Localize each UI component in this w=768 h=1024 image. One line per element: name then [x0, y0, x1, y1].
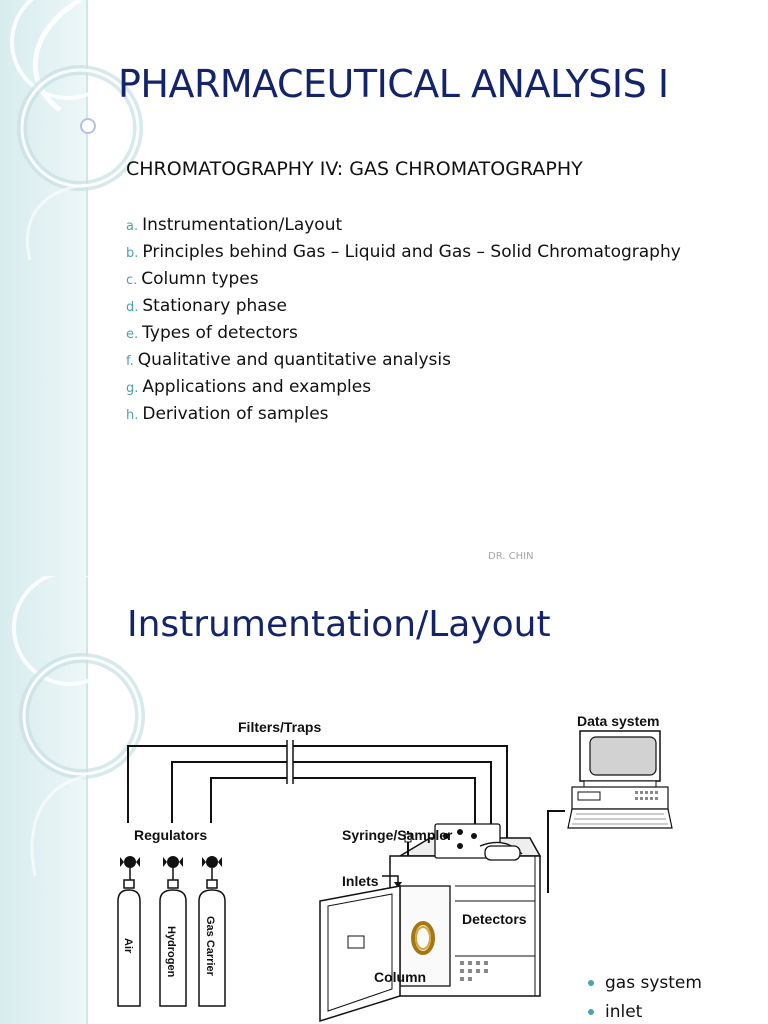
- topic-item: [126, 266, 681, 293]
- data-system-label: Data system: [577, 713, 660, 729]
- filters-traps-label: Filters/Traps: [238, 719, 322, 735]
- slide-title: Instrumentation/Layout: [127, 604, 551, 645]
- slide-2: [0, 576, 768, 1024]
- topic-item: [126, 293, 681, 320]
- cylinder-label-gas-carrier: Gas Carrier: [204, 916, 216, 976]
- data-system-computer-icon: [568, 731, 672, 828]
- bullet-item: inlet: [588, 998, 702, 1024]
- topic-item: [126, 239, 681, 266]
- author-footer: DR. CHIN: [488, 551, 534, 562]
- inlets-label: Inlets: [342, 873, 379, 889]
- detectors-label: Detectors: [462, 911, 527, 927]
- topic-letter: h.: [126, 408, 139, 423]
- topic-text: Column types: [141, 269, 259, 289]
- bullet-list: [588, 969, 702, 1024]
- bullet-orb-icon: [81, 119, 95, 133]
- topic-item: [126, 212, 681, 239]
- topic-text: Qualitative and quantitative analysis: [137, 350, 451, 370]
- column-label: Column: [374, 969, 427, 985]
- topic-list: [126, 212, 681, 428]
- cylinder-label-hydrogen: Hydrogen: [165, 926, 177, 978]
- topic-item: [126, 401, 681, 428]
- topic-text: Principles behind Gas – Liquid and Gas – Solid Chromatography: [142, 242, 681, 262]
- topic-text: Derivation of samples: [142, 404, 329, 424]
- topic-letter: e.: [126, 327, 139, 342]
- topic-text: Stationary phase: [142, 296, 287, 316]
- topic-item: [126, 320, 681, 347]
- topic-text: Types of detectors: [142, 323, 298, 343]
- cylinder-label-air: Air: [122, 938, 134, 954]
- presentation-title: PHARMACEUTICAL ANALYSIS I: [118, 62, 669, 106]
- regulators-label: Regulators: [134, 827, 208, 843]
- topic-letter: a.: [126, 219, 139, 234]
- filter-traps: [287, 740, 293, 784]
- topic-letter: f.: [126, 354, 134, 369]
- presentation-subtitle: CHROMATOGRAPHY IV: GAS CHROMATOGRAPHY: [126, 158, 583, 180]
- topic-text: Instrumentation/Layout: [142, 215, 343, 235]
- regulator-icon: [163, 856, 183, 880]
- regulator-icon: [120, 856, 140, 880]
- syringe-sampler-label: Syringe/Sampler: [342, 827, 453, 843]
- topic-letter: g.: [126, 381, 139, 396]
- topic-item: [126, 374, 681, 401]
- bullet-item: gas system: [588, 969, 702, 998]
- topic-item: [126, 347, 681, 374]
- regulator-icon: [202, 856, 222, 880]
- topic-letter: d.: [126, 300, 139, 315]
- topic-letter: b.: [126, 246, 139, 261]
- topic-text: Applications and examples: [142, 377, 372, 397]
- topic-letter: c.: [126, 273, 138, 288]
